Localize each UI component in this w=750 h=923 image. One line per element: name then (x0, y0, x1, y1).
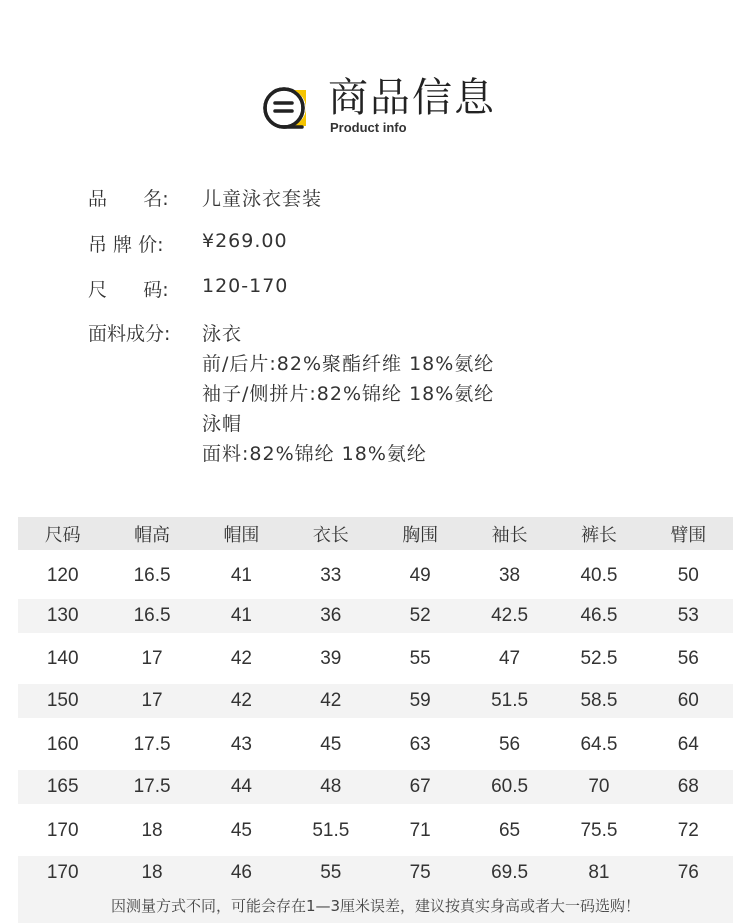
material-line: 袖子/侧拼片:82%锦纶 18%氨纶 (202, 383, 495, 405)
table-row (18, 641, 733, 677)
table-cell: 71 (409, 820, 431, 841)
table-cell: 170 (46, 862, 79, 883)
price-value: ¥269.00 (202, 230, 288, 252)
table-cell: 17 (141, 648, 163, 669)
table-row (18, 727, 733, 763)
column-header: 裤长 (580, 524, 617, 546)
column-header: 衣长 (312, 524, 349, 546)
table-cell: 120 (46, 565, 79, 586)
column-header: 帽围 (223, 524, 260, 546)
table-cell: 46 (230, 862, 252, 883)
table-cell: 70 (588, 776, 610, 797)
material-line: 泳衣 (202, 323, 243, 345)
column-header: 帽高 (134, 524, 171, 546)
table-cell: 64 (677, 734, 699, 755)
table-cell: 41 (230, 565, 252, 586)
table-cell: 16.5 (133, 565, 171, 586)
table-cell: 53 (677, 605, 699, 626)
table-cell: 76 (677, 862, 699, 883)
section-header (262, 72, 502, 142)
table-cell: 41 (230, 605, 252, 626)
table-cell: 33 (320, 565, 342, 586)
page-subtitle: Product info (330, 120, 407, 135)
column-header: 袖长 (491, 524, 528, 546)
table-cell: 56 (677, 648, 699, 669)
table-cell: 67 (409, 776, 431, 797)
table-cell: 17.5 (133, 734, 171, 755)
column-header: 尺码 (44, 524, 81, 546)
table-cell: 45 (320, 734, 342, 755)
table-cell: 63 (409, 734, 431, 755)
name-value: 儿童泳衣套装 (202, 188, 323, 210)
table-cell: 50 (677, 565, 699, 586)
measurement-note: 因测量方式不同，可能会存在1—3厘米误差，建议按真实身高或者大一码选购！ (18, 890, 733, 923)
table-cell: 17 (141, 690, 163, 711)
table-cell: 42 (230, 690, 252, 711)
table-cell: 42 (320, 690, 342, 711)
table-cell: 40.5 (580, 565, 618, 586)
table-cell: 60.5 (491, 776, 529, 797)
table-cell: 75 (409, 862, 431, 883)
table-cell: 81 (588, 862, 610, 883)
table-cell: 150 (46, 690, 79, 711)
size-label: 尺 码: (88, 279, 169, 301)
table-cell: 56 (498, 734, 521, 755)
table-cell: 68 (677, 776, 699, 797)
table-cell: 55 (320, 862, 342, 883)
material-line: 面料:82%锦纶 18%氨纶 (202, 443, 427, 465)
table-cell: 36 (320, 605, 342, 626)
table-cell: 16.5 (133, 605, 171, 626)
table-cell: 69.5 (491, 862, 529, 883)
table-cell: 42 (230, 648, 252, 669)
table-row (18, 770, 733, 804)
table-cell: 160 (46, 734, 79, 755)
table-cell: 51.5 (491, 690, 529, 711)
table-cell: 44 (230, 776, 252, 797)
table-row (18, 599, 733, 633)
column-header: 胸围 (402, 524, 439, 546)
table-cell: 17.5 (133, 776, 171, 797)
page-title: 商品信息 (328, 75, 496, 121)
table-cell: 18 (141, 820, 163, 841)
table-cell: 75.5 (580, 820, 618, 841)
table-cell: 48 (320, 776, 342, 797)
document-lines-icon (262, 84, 316, 132)
table-cell: 60 (677, 690, 699, 711)
material-label: 面料成分: (88, 323, 171, 345)
table-cell: 59 (409, 690, 431, 711)
table-cell: 51.5 (312, 820, 350, 841)
table-row (18, 856, 733, 890)
table-cell: 64.5 (580, 734, 618, 755)
name-label: 品 名: (88, 188, 169, 210)
table-cell: 46.5 (580, 605, 618, 626)
size-value: 120-170 (202, 275, 289, 297)
material-line: 泳帽 (202, 413, 243, 435)
table-cell: 45 (230, 820, 252, 841)
table-cell: 130 (46, 605, 79, 626)
table-cell: 52 (409, 605, 431, 626)
table-cell: 42.5 (491, 605, 529, 626)
table-cell: 49 (409, 565, 431, 586)
table-cell: 39 (320, 648, 342, 669)
table-cell: 47 (498, 648, 521, 669)
table-row (18, 684, 733, 718)
table-cell: 65 (498, 820, 521, 841)
column-header: 臂围 (670, 524, 707, 546)
table-cell: 55 (409, 648, 431, 669)
table-cell: 58.5 (580, 690, 618, 711)
table-cell: 18 (141, 862, 163, 883)
table-cell: 43 (230, 734, 252, 755)
table-row (18, 813, 733, 849)
material-line: 前/后片:82%聚酯纤维 18%氨纶 (202, 353, 495, 375)
table-cell: 72 (677, 820, 699, 841)
table-cell: 165 (46, 776, 79, 797)
table-cell: 140 (46, 648, 79, 669)
table-cell: 170 (46, 820, 79, 841)
table-cell: 38 (498, 565, 521, 586)
table-cell: 52.5 (580, 648, 618, 669)
price-label: 吊 牌 价: (88, 234, 164, 256)
table-row (18, 558, 733, 594)
table-header-row (18, 517, 733, 550)
